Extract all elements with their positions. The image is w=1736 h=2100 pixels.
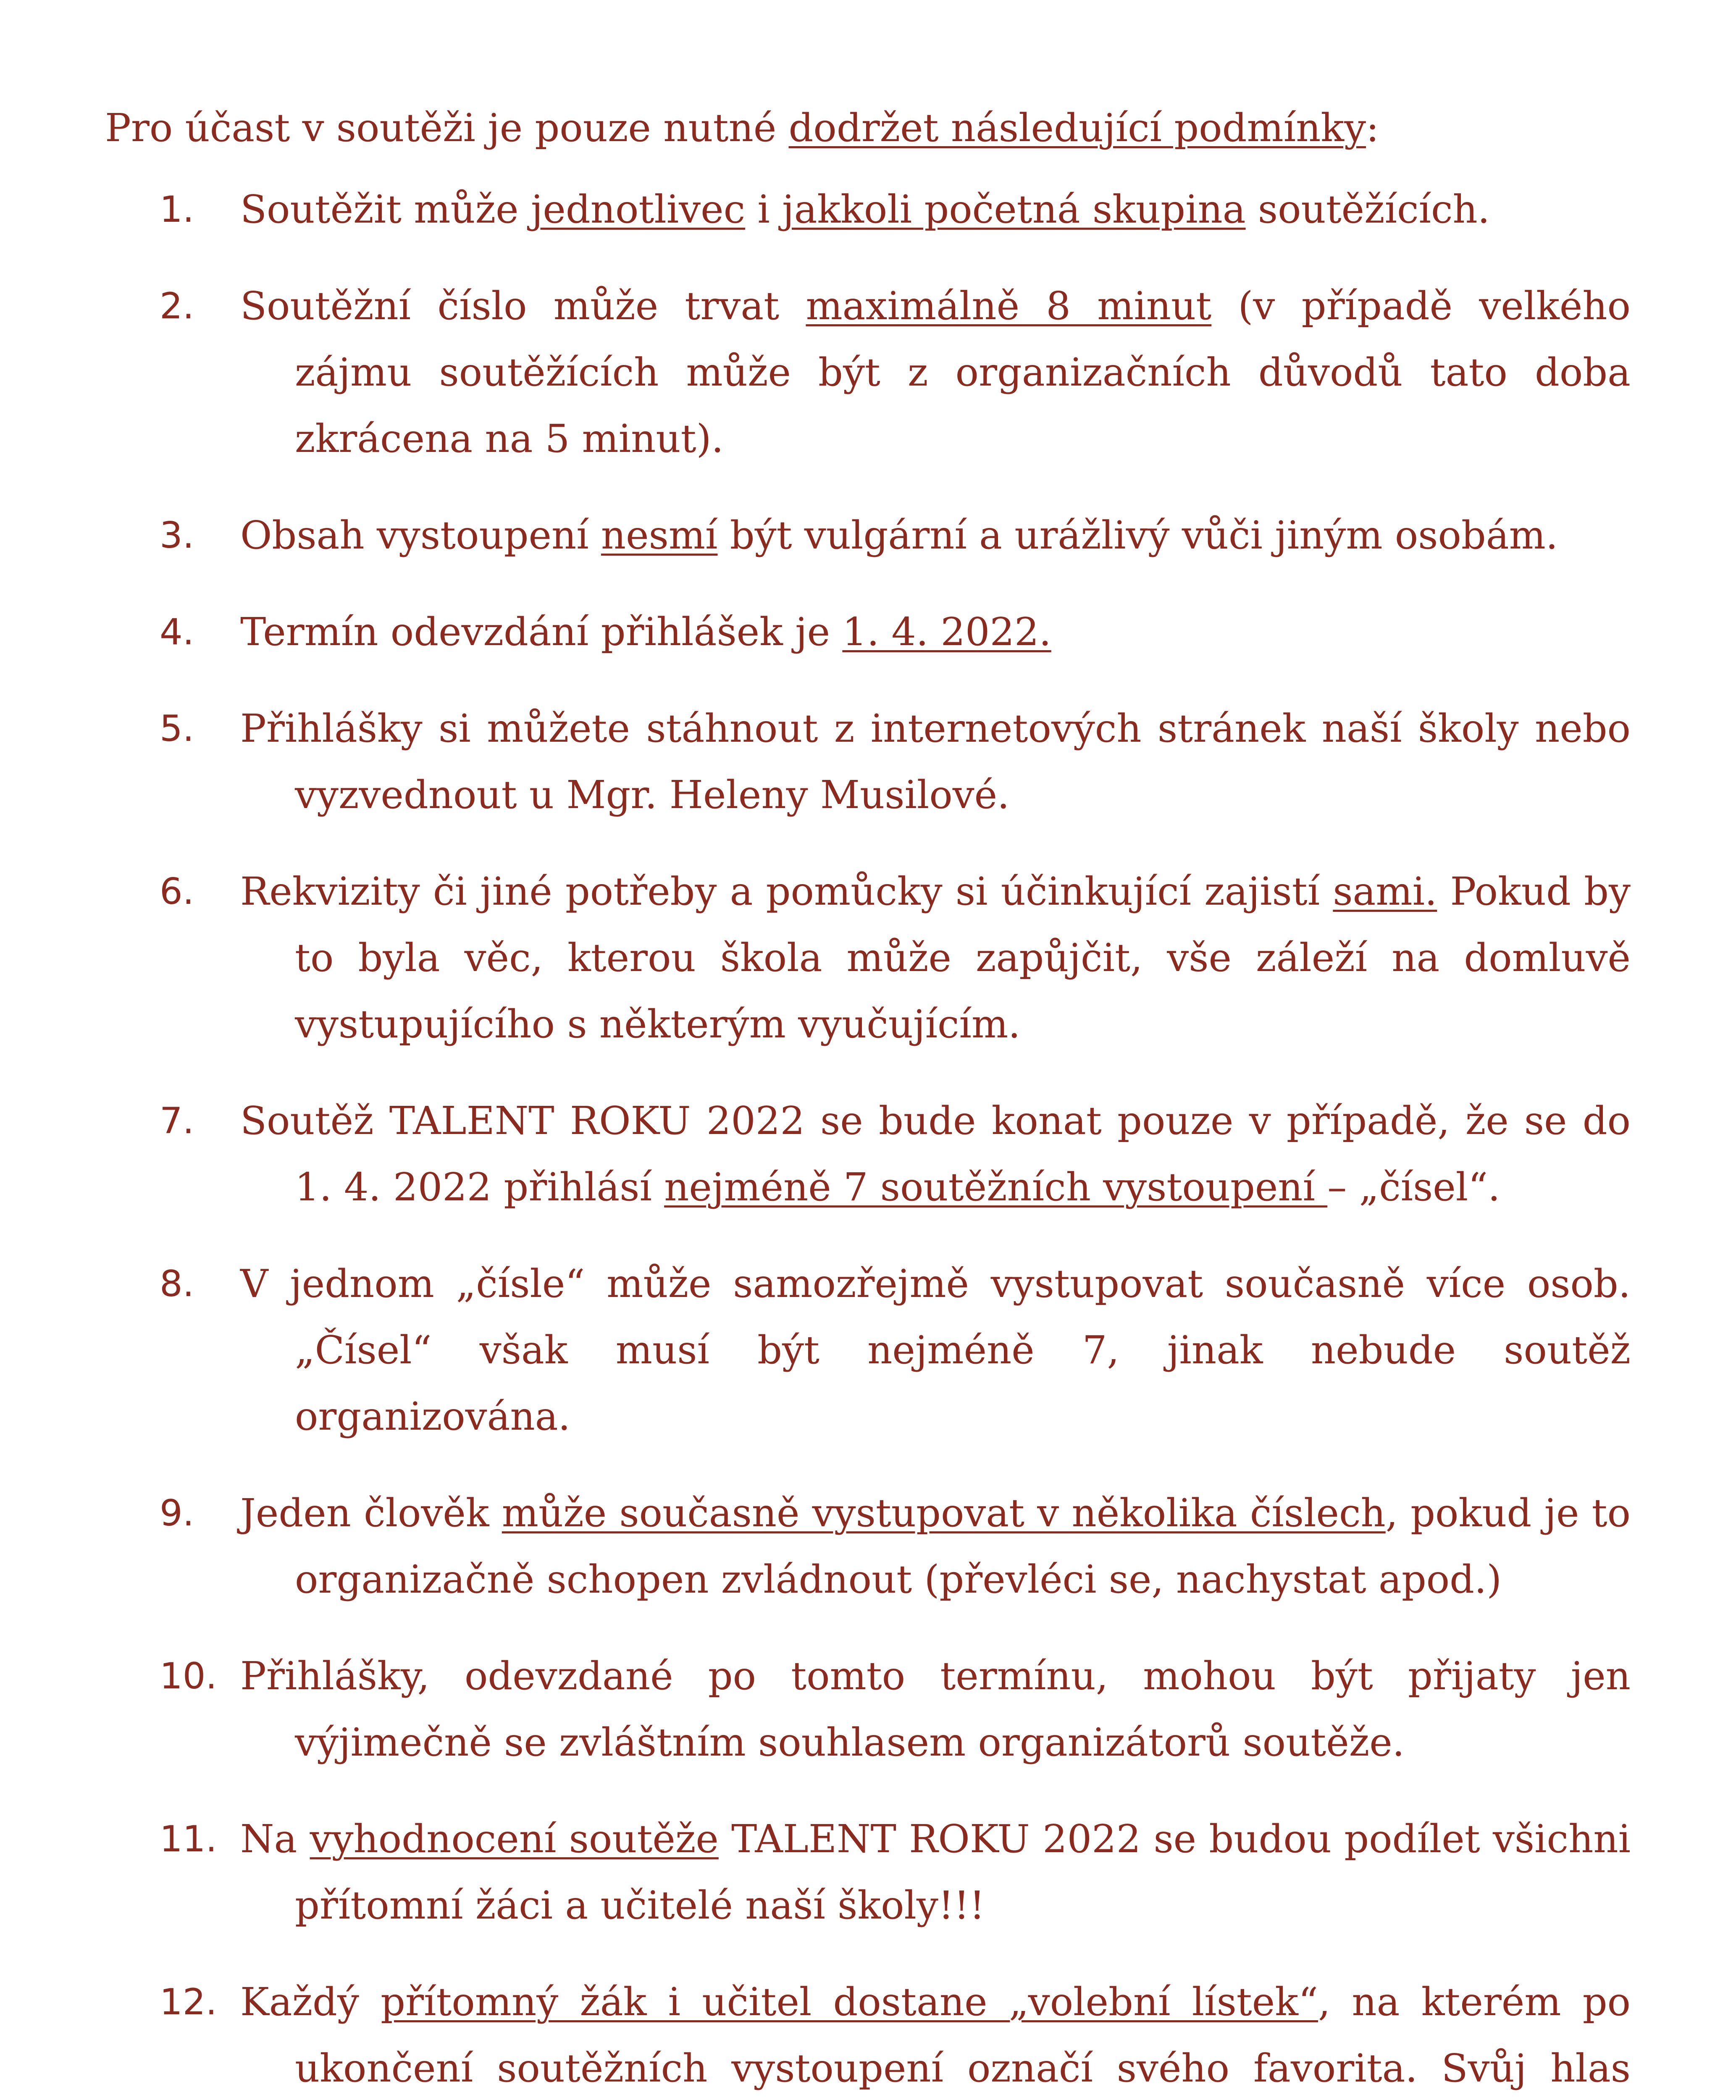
rule-item bbox=[0, 502, 1736, 569]
rule-item bbox=[0, 1480, 1736, 1613]
rule-number: 2. bbox=[160, 285, 194, 327]
rule-text bbox=[240, 176, 1631, 243]
rule-text-segment: TALENT ROKU 2022 se budou podílet všichni přítomní žáci a učitelé naší školy!!! bbox=[295, 1816, 1631, 1928]
rule-text-underlined: jakkoli početná skupina bbox=[782, 187, 1246, 232]
rule-text bbox=[240, 1806, 1631, 1939]
rule-item bbox=[0, 696, 1736, 828]
rule-text-segment: Na bbox=[240, 1816, 310, 1861]
rule-text-segment: být vulgární a urážlivý vůči jiným osobám. bbox=[717, 513, 1558, 558]
rule-text-segment: Jeden člověk bbox=[240, 1491, 502, 1536]
intro-colon: : bbox=[1366, 105, 1379, 150]
rule-text-underlined: přítomný žák i učitel dostane „volební lístek“ bbox=[381, 1979, 1318, 2024]
rule-number: 10. bbox=[160, 1655, 217, 1697]
rule-number: 8. bbox=[160, 1263, 194, 1305]
rule-item bbox=[0, 1251, 1736, 1450]
rule-text-segment: Rekvizity či jiné potřeby a pomůcky si účinkující zajistí bbox=[240, 869, 1333, 914]
intro-text: Pro účast v soutěži je pouze nutné bbox=[105, 105, 789, 150]
rule-item bbox=[0, 1088, 1736, 1221]
rule-text-segment: Soutěž TALENT ROKU 2022 se bude konat pouze v případě, že se do 1. 4. 2022 přihlásí bbox=[240, 1098, 1631, 1210]
rule-item bbox=[0, 1806, 1736, 1939]
rule-text-segment: , na kterém po ukončení soutěžních vystoupení označí svého favorita. Svůj hlas bbox=[295, 1979, 1631, 2091]
rule-number: 5. bbox=[160, 708, 194, 750]
rule-text bbox=[240, 1969, 1631, 2100]
rule-text bbox=[240, 1643, 1631, 1776]
rule-text-segment: Přihlášky, odevzdané po tomto termínu, mohou být přijaty jen výjimečně se zvláštním souhlasem organizátorů soutěže. bbox=[240, 1654, 1631, 1765]
rule-number: 11. bbox=[160, 1818, 217, 1860]
rule-text bbox=[240, 599, 1631, 665]
rule-item bbox=[0, 858, 1736, 1058]
rule-number: 12. bbox=[160, 1981, 217, 2023]
rule-item bbox=[0, 176, 1736, 243]
rule-text-underlined: 1. 4. 2022. bbox=[842, 609, 1051, 654]
rule-text-underlined: jednotlivec bbox=[531, 187, 746, 232]
rule-text-segment: V jednom „čísle“ může samozřejmě vystupovat současně více osob. „Čísel“ však musí být nejméně 7, jinak nebude soutěž organizována. bbox=[240, 1261, 1631, 1439]
rule-item bbox=[0, 273, 1736, 472]
rule-text bbox=[240, 502, 1631, 569]
rule-text bbox=[240, 1088, 1631, 1221]
rule-number: 7. bbox=[160, 1100, 194, 1142]
rule-item bbox=[0, 1969, 1736, 2100]
rules-list bbox=[0, 176, 1736, 2100]
rule-text-segment: Soutěžní číslo může trvat bbox=[240, 284, 806, 328]
rule-text bbox=[240, 696, 1631, 828]
rule-text-segment: , pokud je to organizačně schopen zvládnout (převléci se, nachystat apod.) bbox=[295, 1491, 1631, 1602]
rule-text bbox=[240, 273, 1631, 472]
rule-text bbox=[240, 1251, 1631, 1450]
rule-text-segment: Každý bbox=[240, 1979, 381, 2024]
rule-number: 9. bbox=[160, 1492, 194, 1534]
rule-text-segment: soutěžících. bbox=[1245, 187, 1490, 232]
intro-underlined-text: dodržet následující podmínky bbox=[788, 105, 1366, 150]
rule-item bbox=[0, 599, 1736, 665]
rule-text-underlined: vyhodnocení soutěže bbox=[310, 1816, 719, 1861]
rule-text-underlined: může současně vystupovat v několika číslech bbox=[502, 1491, 1386, 1536]
rule-text-segment: Soutěžit může bbox=[240, 187, 531, 232]
rule-text bbox=[240, 1480, 1631, 1613]
rule-text-segment: Obsah vystoupení bbox=[240, 513, 601, 558]
rule-text-segment: Pokud by to byla věc, kterou škola může zapůjčit, vše záleží na domluvě vystupujícího s některým vyučujícím. bbox=[295, 869, 1631, 1047]
rule-text-underlined: nejméně 7 soutěžních vystoupení bbox=[664, 1165, 1328, 1210]
rule-number: 3. bbox=[160, 514, 194, 556]
rule-text-segment: – „čísel“. bbox=[1327, 1165, 1500, 1210]
rule-text-segment: (v případě velkého zájmu soutěžících může být z organizačních důvodů tato doba zkrácena na 5 minut). bbox=[295, 284, 1631, 461]
rule-item bbox=[0, 1643, 1736, 1776]
rule-text-segment: Termín odevzdání přihlášek je bbox=[240, 609, 843, 654]
rule-text-segment: Přihlášky si můžete stáhnout z internetových stránek naší školy nebo vyzvednout u Mgr. Heleny Musilové. bbox=[240, 706, 1631, 817]
rule-number: 1. bbox=[160, 189, 194, 231]
rule-text-underlined: nesmí bbox=[601, 513, 718, 558]
rule-text bbox=[240, 858, 1631, 1058]
rule-number: 4. bbox=[160, 611, 194, 653]
rule-text-underlined: maximálně 8 minut bbox=[806, 284, 1212, 328]
rule-text-segment: i bbox=[745, 187, 783, 232]
rule-text-underlined: sami. bbox=[1333, 869, 1437, 914]
rule-number: 6. bbox=[160, 871, 194, 913]
intro-paragraph bbox=[105, 101, 1617, 155]
